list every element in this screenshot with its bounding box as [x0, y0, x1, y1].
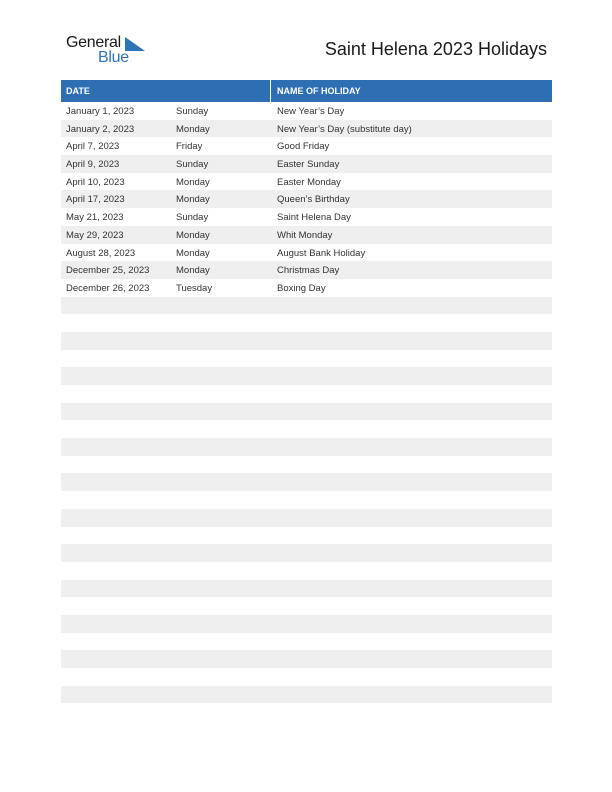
holiday-date-cell: December 25, 2023 — [66, 265, 150, 277]
holiday-date-cell: August 28, 2023 — [66, 247, 136, 259]
holiday-weekday-cell: Tuesday — [176, 282, 213, 294]
empty-table-row — [61, 615, 552, 633]
holiday-weekday-cell: Monday — [176, 176, 210, 188]
holiday-name-cell: Saint Helena Day — [277, 212, 351, 224]
holiday-date-cell: December 26, 2023 — [66, 282, 150, 294]
holiday-name-cell: Easter Monday — [277, 176, 341, 188]
page-title: Saint Helena 2023 Holidays — [324, 39, 547, 59]
holiday-date-cell: January 1, 2023 — [66, 106, 135, 117]
table-row — [61, 155, 552, 173]
holiday-weekday-cell: Monday — [176, 229, 210, 241]
holiday-date-cell: April 9, 2023 — [66, 159, 120, 171]
empty-table-row — [61, 686, 552, 704]
holiday-name-cell: New Year’s Day (substitute day) — [277, 123, 412, 135]
table-empty-rows — [61, 297, 552, 722]
holiday-date-cell: April 7, 2023 — [66, 141, 120, 153]
table-row — [61, 137, 552, 155]
holiday-date-cell: May 21, 2023 — [66, 212, 124, 224]
empty-table-row — [61, 580, 552, 598]
holiday-date-cell: April 17, 2023 — [66, 194, 125, 206]
brand-logo — [66, 34, 156, 68]
holiday-date-cell: April 10, 2023 — [66, 176, 125, 188]
empty-table-row — [61, 403, 552, 421]
header-divider — [270, 80, 271, 102]
empty-table-row — [61, 527, 552, 545]
column-header-date: DATE — [66, 86, 90, 96]
empty-table-row — [61, 668, 552, 686]
holiday-weekday-cell: Friday — [176, 141, 203, 153]
holiday-weekday-cell: Monday — [176, 247, 210, 259]
table-row — [61, 226, 552, 244]
table-row — [61, 244, 552, 262]
empty-table-row — [61, 438, 552, 456]
table-header — [61, 80, 552, 102]
table-row — [61, 102, 552, 120]
empty-table-row — [61, 544, 552, 562]
empty-table-row — [61, 509, 552, 527]
table-row — [61, 261, 552, 279]
holiday-date-cell: May 29, 2023 — [66, 229, 124, 241]
holiday-name-cell: Christmas Day — [277, 265, 340, 277]
empty-table-row — [61, 597, 552, 615]
holiday-weekday-cell: Monday — [176, 194, 210, 206]
empty-table-row — [61, 491, 552, 509]
empty-table-row — [61, 703, 552, 721]
holiday-name-cell: Whit Monday — [277, 229, 333, 241]
holiday-weekday-cell: Monday — [176, 265, 210, 277]
empty-table-row — [61, 473, 552, 491]
empty-table-row — [61, 367, 552, 385]
brand-logo-general: General — [66, 34, 121, 51]
table-row — [61, 173, 552, 191]
holiday-name-cell: Queen’s Birthday — [277, 194, 350, 206]
empty-table-row — [61, 456, 552, 474]
empty-table-row — [61, 420, 552, 438]
holiday-name-cell: New Year’s Day — [277, 106, 345, 117]
holiday-weekday-cell: Sunday — [176, 212, 209, 224]
holiday-date-cell: January 2, 2023 — [66, 123, 135, 135]
holiday-table — [61, 80, 552, 721]
holiday-weekday-cell: Sunday — [176, 159, 209, 171]
empty-table-row — [61, 650, 552, 668]
empty-table-row — [61, 633, 552, 651]
empty-table-row — [61, 385, 552, 403]
table-row — [61, 120, 552, 138]
empty-table-row — [61, 350, 552, 368]
holiday-name-cell: Good Friday — [277, 141, 330, 153]
table-row — [61, 279, 552, 297]
holiday-weekday-cell: Sunday — [176, 106, 209, 117]
table-body — [61, 102, 552, 297]
holiday-name-cell: Boxing Day — [277, 282, 326, 294]
empty-table-row — [61, 562, 552, 580]
empty-table-row — [61, 332, 552, 350]
column-header-name: NAME OF HOLIDAY — [277, 86, 361, 96]
empty-table-row — [61, 314, 552, 332]
holiday-name-cell: Easter Sunday — [277, 159, 340, 171]
brand-logo-blue: Blue — [98, 49, 129, 66]
holiday-weekday-cell: Monday — [176, 123, 210, 135]
table-row — [61, 190, 552, 208]
holiday-name-cell: August Bank Holiday — [277, 247, 366, 259]
table-row — [61, 208, 552, 226]
empty-table-row — [61, 297, 552, 315]
